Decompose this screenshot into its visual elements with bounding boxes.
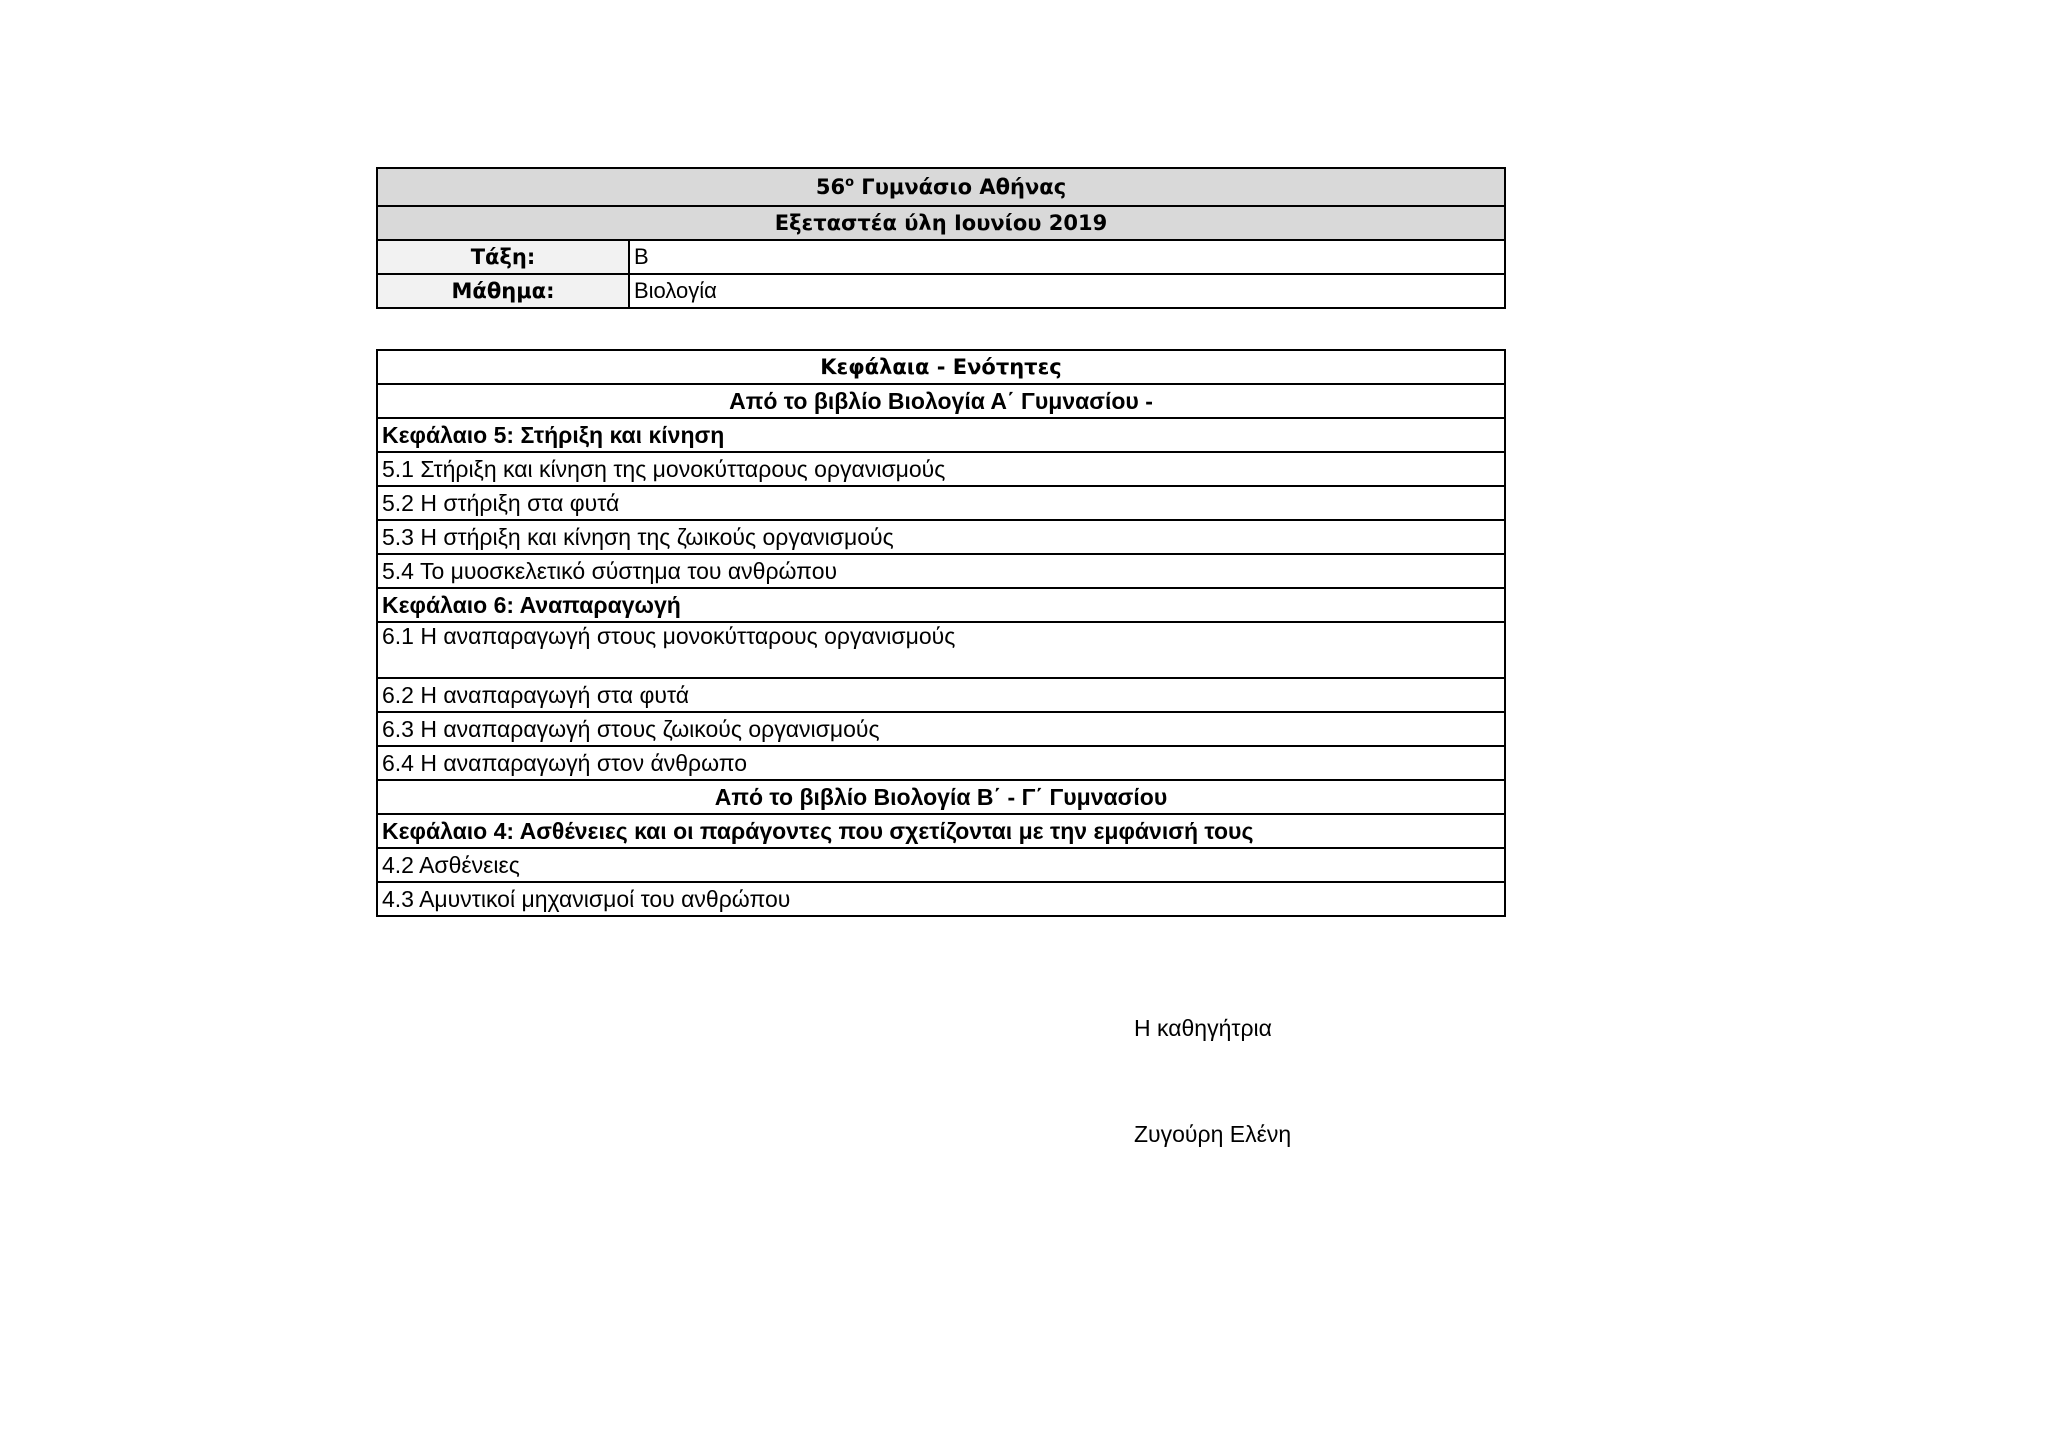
school-ordinal: ο <box>845 175 854 190</box>
table-row <box>377 848 1505 882</box>
section-item: 5.4 Το μυοσκελετικό σύστημα του ανθρώπου <box>377 554 1505 588</box>
section-item: 6.1 Η αναπαραγωγή στους μονοκύτταρους οργανισμούς <box>377 622 1505 678</box>
signature-role: Η καθηγήτρια <box>1134 1015 1272 1041</box>
book-heading: Από το βιβλίο Βιολογία Β΄ - Γ΄ Γυμνασίου <box>377 780 1505 814</box>
table-row <box>377 622 1505 678</box>
class-label: Τάξη: <box>377 240 629 274</box>
signature-name: Ζυγούρη Ελένη <box>1134 1121 1292 1147</box>
header-table <box>376 167 1506 309</box>
chapter-heading: Κεφάλαιο 5: Στήριξη και κίνηση <box>377 418 1505 452</box>
table-row <box>377 712 1505 746</box>
subject-value: Βιολογία <box>629 274 1505 308</box>
school-title <box>377 168 1505 206</box>
section-item: 5.1 Στήριξη και κίνηση της μονοκύτταρους οργανισμούς <box>377 452 1505 486</box>
school-name: Γυμνάσιο Αθήνας <box>854 175 1067 199</box>
table-row <box>377 780 1505 814</box>
table-row <box>377 554 1505 588</box>
subject-label: Μάθημα: <box>377 274 629 308</box>
table-row <box>377 384 1505 418</box>
table-row <box>377 678 1505 712</box>
table-row <box>377 452 1505 486</box>
chapter-heading: Κεφάλαιο 4: Ασθένειες και οι παράγοντες που σχετίζονται με την εμφάνισή τους <box>377 814 1505 848</box>
table-row <box>377 486 1505 520</box>
section-item: 4.3 Αμυντικοί μηχανισμοί του ανθρώπου <box>377 882 1505 916</box>
content-title: Κεφάλαια - Ενότητες <box>377 350 1505 384</box>
school-number: 56 <box>815 175 846 199</box>
table-row <box>377 882 1505 916</box>
table-row <box>377 588 1505 622</box>
chapter-heading: Κεφάλαιο 6: Αναπαραγωγή <box>377 588 1505 622</box>
table-row <box>377 814 1505 848</box>
table-row <box>377 418 1505 452</box>
table-row <box>377 520 1505 554</box>
section-item: 6.4 Η αναπαραγωγή στον άνθρωπο <box>377 746 1505 780</box>
content-table <box>376 349 1506 917</box>
section-item: 5.2 Η στήριξη στα φυτά <box>377 486 1505 520</box>
section-item: 4.2 Ασθένειες <box>377 848 1505 882</box>
table-row <box>377 746 1505 780</box>
book-heading: Από το βιβλίο Βιολογία Α΄ Γυμνασίου - <box>377 384 1505 418</box>
exam-subtitle: Εξεταστέα ύλη Ιουνίου 2019 <box>377 206 1505 240</box>
section-item: 6.2 Η αναπαραγωγή στα φυτά <box>377 678 1505 712</box>
section-item: 5.3 Η στήριξη και κίνηση της ζωικούς οργανισμούς <box>377 520 1505 554</box>
class-value: Β <box>629 240 1505 274</box>
section-item: 6.3 Η αναπαραγωγή στους ζωικούς οργανισμούς <box>377 712 1505 746</box>
